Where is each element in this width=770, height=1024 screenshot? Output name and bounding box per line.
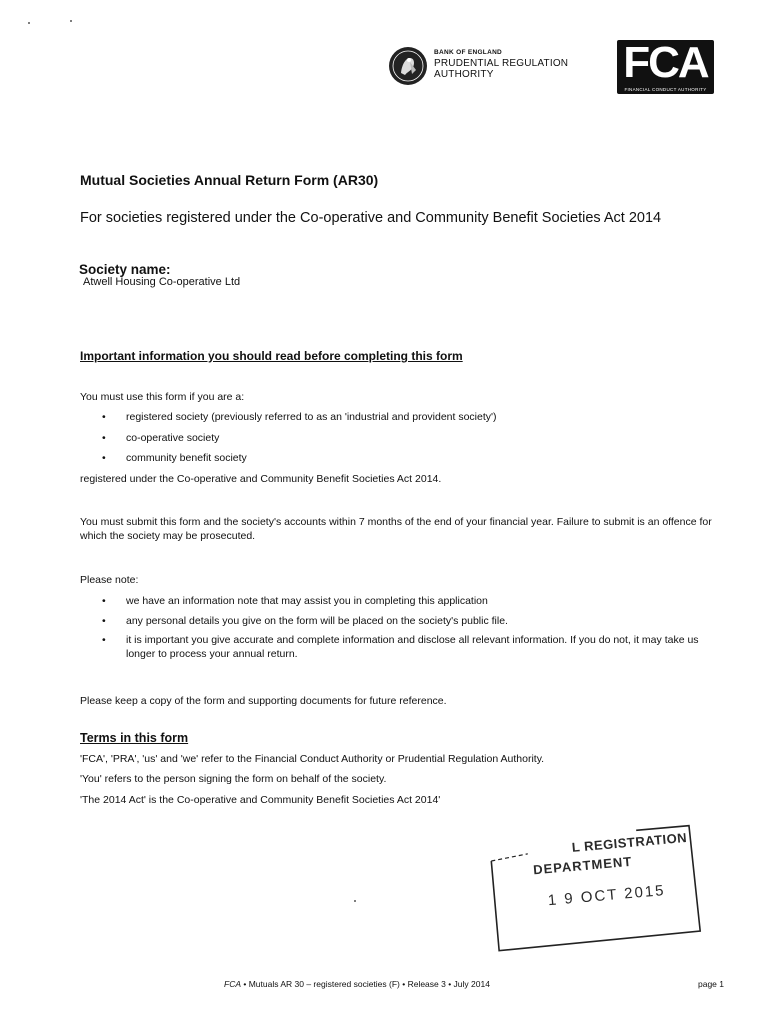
term-definition: 'The 2014 Act' is the Co-operative and Community Benefit Societies Act 2014' bbox=[80, 794, 441, 806]
footer-text: • Mutuals AR 30 – registered societies (F) • Release 3 • July 2014 bbox=[241, 979, 490, 989]
scan-speck bbox=[70, 20, 72, 22]
scan-speck bbox=[28, 22, 30, 24]
stamp-date: 1 9 OCT 2015 bbox=[547, 881, 667, 910]
society-type-list bbox=[80, 411, 720, 466]
pra-logo-line2: PRUDENTIAL REGULATION bbox=[434, 57, 569, 69]
term-definition: 'FCA', 'PRA', 'us' and 'we' refer to the Financial Conduct Authority or Prudential Regulation Authority. bbox=[80, 753, 545, 765]
notes-list bbox=[80, 595, 716, 662]
form-subtitle: For societies registered under the Co-operative and Community Benefit Societies Act 2014 bbox=[80, 210, 662, 226]
list-item: • co-operative society bbox=[80, 432, 720, 446]
list-item: • community benefit society bbox=[80, 452, 720, 466]
pra-logo bbox=[388, 44, 588, 90]
keep-copy-text: Please keep a copy of the form and supporting documents for future reference. bbox=[80, 695, 447, 707]
fca-logo-letters: FCA bbox=[623, 38, 708, 87]
bank-of-england-seal-icon bbox=[388, 46, 428, 86]
pra-logo-line3: AUTHORITY bbox=[434, 68, 494, 80]
footer-org: FCA bbox=[224, 979, 241, 989]
submission-deadline-text: You must submit this form and the society's accounts within 7 months of the end of your financial year. Failure to submit is an offence for which the society may be prosecuted. bbox=[80, 516, 712, 542]
stamp-registration-text: L REGISTRATION bbox=[571, 829, 688, 855]
page-footer bbox=[224, 979, 490, 989]
list-item: • registered society (previously referred to as an 'industrial and provident society') bbox=[80, 411, 720, 425]
society-name-label: Society name: bbox=[79, 262, 171, 277]
eligibility-intro: You must use this form if you are a: bbox=[80, 391, 245, 403]
fca-logo-subtitle: FINANCIAL CONDUCT AUTHORITY bbox=[624, 87, 707, 92]
pra-logo-line1: BANK OF ENGLAND bbox=[434, 49, 503, 56]
registered-under-text: registered under the Co-operative and Community Benefit Societies Act 2014. bbox=[80, 473, 442, 485]
form-title: Mutual Societies Annual Return Form (AR30) bbox=[80, 172, 379, 188]
term-definition: 'You' refers to the person signing the form on behalf of the society. bbox=[80, 773, 387, 785]
fca-logo bbox=[617, 40, 714, 94]
scan-speck bbox=[354, 900, 356, 902]
society-name-value: Atwell Housing Co-operative Ltd bbox=[83, 276, 241, 288]
please-note-intro: Please note: bbox=[80, 574, 139, 586]
list-item: • any personal details you give on the form will be placed on the society's public file. bbox=[80, 615, 716, 629]
important-info-heading: Important information you should read before completing this form bbox=[80, 349, 463, 363]
registration-stamp bbox=[486, 821, 705, 954]
terms-heading: Terms in this form bbox=[80, 731, 189, 745]
stamp-department-text: DEPARTMENT bbox=[532, 853, 633, 878]
list-item: • we have an information note that may assist you in completing this application bbox=[80, 595, 716, 609]
list-item: • it is important you give accurate and complete information and disclose all relevant information. If you do not, it may take us longer to process your annual return. bbox=[80, 634, 716, 661]
page-number: page 1 bbox=[698, 979, 724, 989]
